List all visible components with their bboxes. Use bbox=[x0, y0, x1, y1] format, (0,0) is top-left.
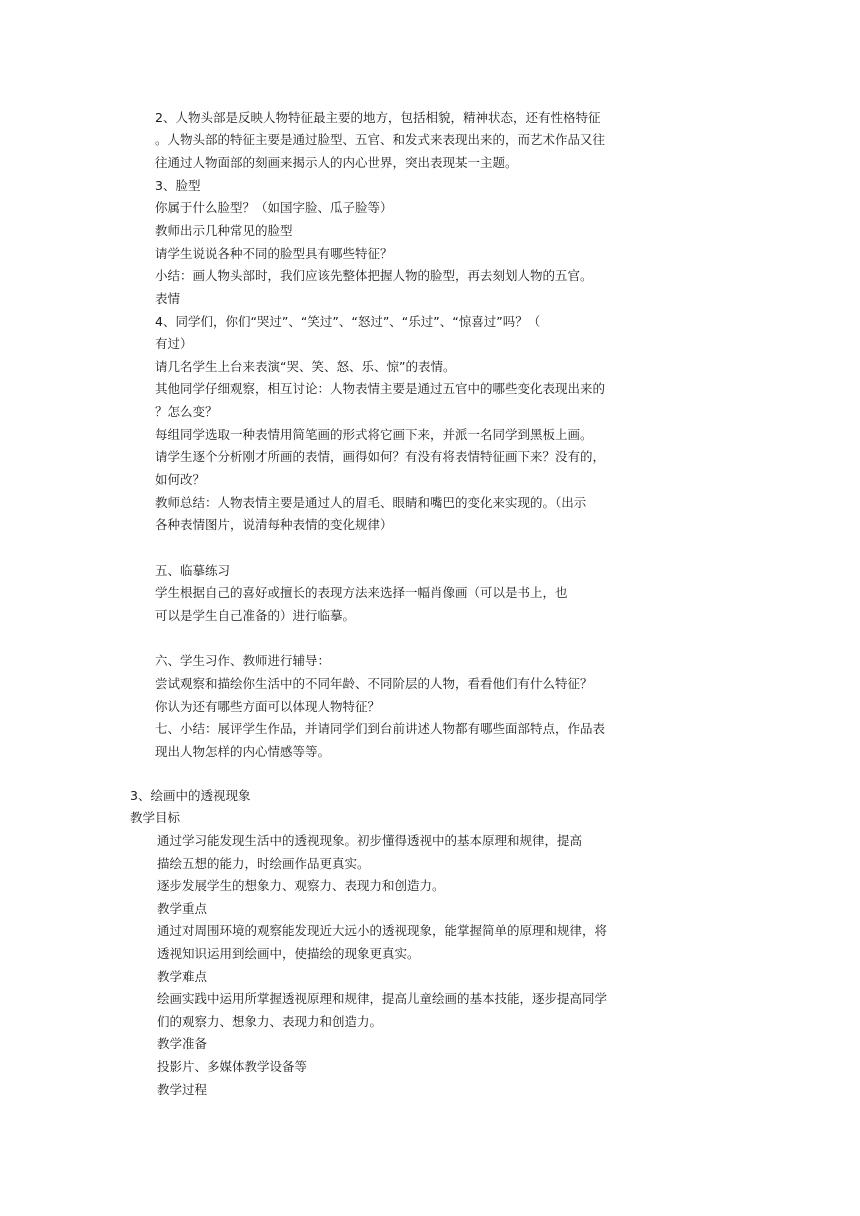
section-heading: 六、学生习作、教师进行辅导： bbox=[155, 653, 331, 668]
text-line: 表情 bbox=[155, 291, 181, 306]
subheading: 教学难点 bbox=[157, 969, 208, 984]
text-line: 教师出示几种常见的脸型 bbox=[155, 223, 293, 238]
text-line: 其他同学仔细观察，相互讨论：人物表情主要是通过五官中的哪些变化表现出来的 bbox=[155, 381, 606, 396]
text-line: 们的观察力、想象力、表现力和创造力。 bbox=[157, 1014, 383, 1029]
text-line: 描绘五想的能力，时绘画作品更真实。 bbox=[157, 856, 370, 871]
text-line: 。人物头部的特征主要是通过脸型、五官、和发式来表现出来的，而艺术作品又往 bbox=[155, 132, 606, 147]
subheading: 教学目标 bbox=[130, 810, 181, 825]
text-line: 通过学习能发现生活中的透视现象。初步懂得透视中的基本原理和规律，提高 bbox=[157, 833, 583, 848]
text-line: ？怎么变？ bbox=[155, 404, 218, 419]
text-line: 4、同学们，你们“哭过”、“笑过”、“怒过”、“乐过”、“惊喜过”吗？（ bbox=[155, 314, 541, 329]
section-heading: 3、绘画中的透视现象 bbox=[130, 788, 251, 803]
text-line: 尝试观察和描绘你生活中的不同年龄、不同阶层的人物，看看他们有什么特征？ bbox=[155, 676, 593, 691]
text-line: 3、脸型 bbox=[155, 178, 201, 193]
text-line: 各种表情图片，说清每种表情的变化规律） bbox=[155, 517, 393, 532]
text-line: 请学生说说各种不同的脸型具有哪些特征？ bbox=[155, 246, 393, 261]
text-line: 透视知识运用到绘画中，使描绘的现象更真实。 bbox=[157, 946, 420, 961]
text-line: 你属于什么脸型？（如国字脸、瓜子脸等） bbox=[155, 200, 393, 215]
text-line: 可以是学生自己准备的）进行临摹。 bbox=[155, 608, 356, 623]
subheading: 教学过程 bbox=[157, 1082, 208, 1097]
text-line: 每组同学选取一种表情用简笔画的形式将它画下来，并派一名同学到黑板上画。 bbox=[155, 427, 593, 442]
text-line: 你认为还有哪些方面可以体现人物特征？ bbox=[155, 699, 381, 714]
text-line: 现出人物怎样的内心情感等等。 bbox=[155, 744, 331, 759]
text-line: 逐步发展学生的想象力、观察力、表现力和创造力。 bbox=[157, 878, 445, 893]
text-line: 请学生逐个分析刚才所画的表情，画得如何？有没有将表情特征画下来？没有的， bbox=[155, 449, 606, 464]
text-line: 教师总结：人物表情主要是通过人的眉毛、眼睛和嘴巴的变化来实现的。（出示 bbox=[155, 495, 587, 510]
text-line: 有过） bbox=[155, 336, 193, 351]
text-line: 往通过人物面部的刻画来揭示人的内心世界，突出表现某一主题。 bbox=[155, 155, 518, 170]
subheading: 教学重点 bbox=[157, 901, 208, 916]
text-line: 小结：画人物头部时，我们应该先整体把握人物的脸型，再去刻划人物的五官。 bbox=[155, 268, 593, 283]
text-line: 绘画实践中运用所掌握透视原理和规律，提高儿童绘画的基本技能，逐步提高同学 bbox=[157, 991, 608, 1006]
text-line: 请几名学生上台来表演“哭、笑、怒、乐、惊”的表情。 bbox=[155, 359, 456, 374]
text-line: 2、人物头部是反映人物特征最主要的地方，包括相貌，精神状态，还有性格特征 bbox=[155, 110, 601, 125]
subheading: 教学准备 bbox=[157, 1036, 208, 1051]
text-line: 学生根据自己的喜好或擅长的表现方法来选择一幅肖像画（可以是书上，也 bbox=[155, 585, 568, 600]
text-line: 七、小结：展评学生作品，并请同学们到台前讲述人物都有哪些面部特点，作品表 bbox=[155, 721, 606, 736]
text-line: 如何改？ bbox=[155, 472, 206, 487]
section-heading: 五、临摹练习 bbox=[155, 563, 231, 578]
text-line: 通过对周围环境的观察能发现近大远小的透视现象，能掌握简单的原理和规律，将 bbox=[157, 923, 608, 938]
text-line: 投影片、多媒体教学设备等 bbox=[157, 1059, 308, 1074]
